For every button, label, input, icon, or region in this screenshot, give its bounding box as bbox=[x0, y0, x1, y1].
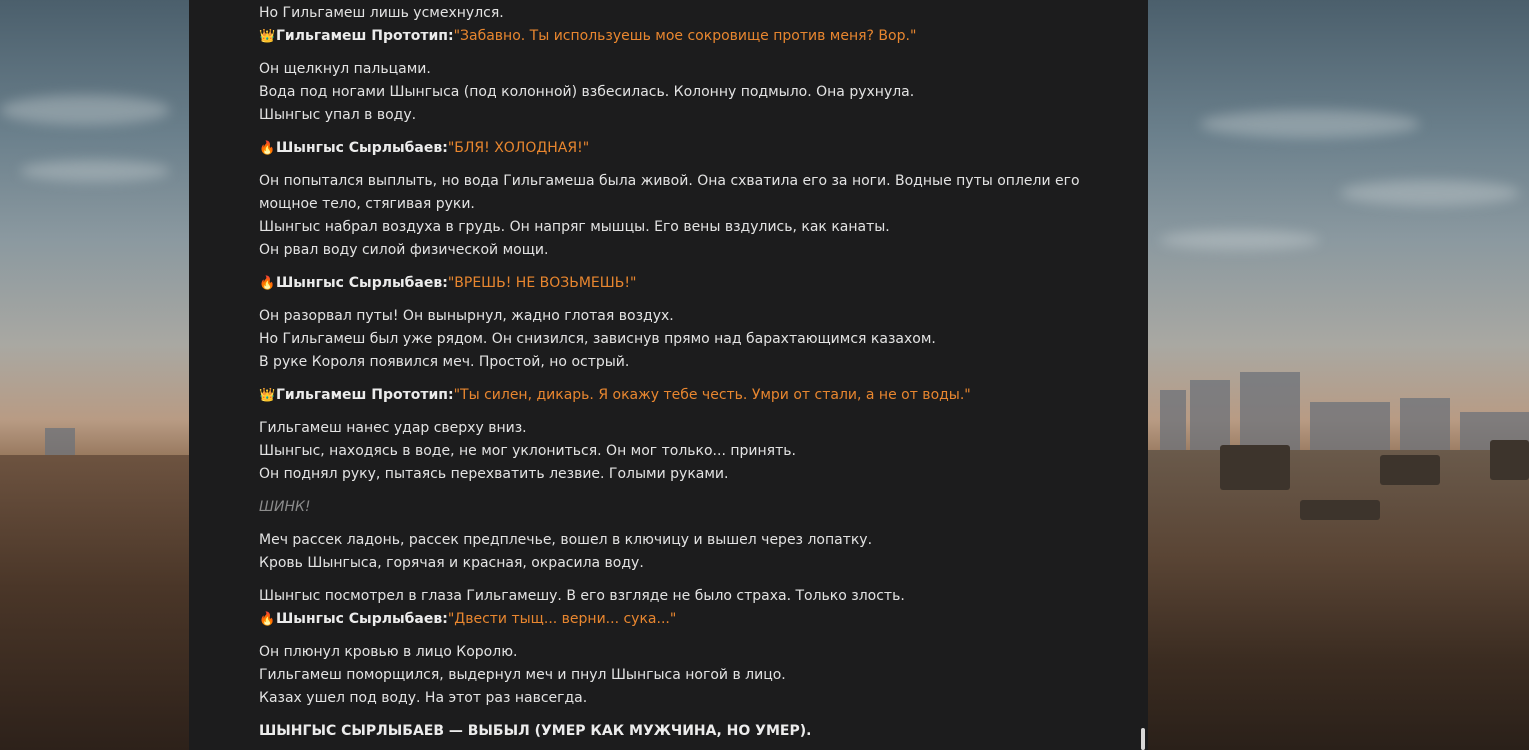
speech-text: "ВРЕШЬ! НЕ ВОЗЬМЕШЬ!" bbox=[447, 275, 637, 291]
narration-paragraph bbox=[259, 170, 1119, 262]
narration-line: Но Гильгамеш лишь усмехнулся. bbox=[259, 5, 504, 21]
narration-line: В руке Короля появился меч. Простой, но острый. bbox=[259, 354, 630, 370]
narration-line: Казах ушел под воду. На этот раз навсегда. bbox=[259, 690, 588, 706]
speech-line bbox=[259, 608, 1119, 631]
rubble bbox=[1490, 440, 1529, 480]
narration-line: Гильгамеш нанес удар сверху вниз. bbox=[259, 420, 527, 436]
cloud bbox=[0, 95, 170, 125]
narration-paragraph bbox=[259, 417, 1119, 486]
narration-line: Он попытался выплыть, но вода Гильгамеша была живой. Она схватила его за ноги. Водные путы оплели его bbox=[259, 173, 1080, 189]
speech-line bbox=[259, 25, 1119, 48]
speaker-name: Шынгыс Сырлыбаев: bbox=[276, 140, 448, 156]
rubble bbox=[1380, 455, 1440, 485]
cloud bbox=[1160, 230, 1320, 250]
narration-line: Он рвал воду силой физической мощи. bbox=[259, 242, 549, 258]
speech-line bbox=[259, 384, 1119, 407]
speech-line bbox=[259, 272, 1119, 295]
speech-paragraph bbox=[259, 384, 1119, 407]
speaker-name: Гильгамеш Прототип: bbox=[276, 28, 454, 44]
narration-line: Он поднял руку, пытаясь перехватить лезвие. Голыми руками. bbox=[259, 466, 729, 482]
speech-text: "Забавно. Ты используешь мое сокровище против меня? Вор." bbox=[453, 28, 917, 44]
fire-icon: 🔥 bbox=[259, 141, 276, 156]
speech-text: "БЛЯ! ХОЛОДНАЯ!" bbox=[447, 140, 590, 156]
narration-paragraph bbox=[259, 585, 1119, 631]
narration-line: Гильгамеш поморщился, выдернул меч и пнул Шынгыса ногой в лицо. bbox=[259, 667, 786, 683]
narration-paragraph bbox=[259, 305, 1119, 374]
narration-line: Шынгыс упал в воду. bbox=[259, 107, 417, 123]
ground-left bbox=[0, 455, 190, 750]
speech-paragraph bbox=[259, 272, 1119, 295]
fire-icon: 🔥 bbox=[259, 276, 276, 291]
speech-line bbox=[259, 137, 1119, 160]
narration-line: Но Гильгамеш был уже рядом. Он снизился, зависнув прямо над барахтающимся казахом. bbox=[259, 331, 936, 347]
narration-line: Вода под ногами Шынгыса (под колонной) взбесилась. Колонну подмыло. Она рухнула. bbox=[259, 84, 915, 100]
narration-paragraph bbox=[259, 58, 1119, 127]
narration-line: Он щелкнул пальцами. bbox=[259, 61, 431, 77]
narration-line: мощное тело, стягивая руки. bbox=[259, 196, 475, 212]
narration-line: Он разорвал путы! Он вынырнул, жадно глотая воздух. bbox=[259, 308, 674, 324]
narration-line: Кровь Шынгыса, горячая и красная, окрасила воду. bbox=[259, 555, 644, 571]
cloud bbox=[1200, 110, 1420, 138]
narration-paragraph bbox=[259, 529, 1119, 575]
narration-paragraph bbox=[259, 2, 1119, 48]
rubble bbox=[1300, 500, 1380, 520]
narration-paragraph bbox=[259, 641, 1119, 710]
narration-line: Шынгыс набрал воздуха в грудь. Он напряг мышцы. Его вены вздулись, как канаты. bbox=[259, 219, 890, 235]
distant-ruin bbox=[45, 428, 75, 458]
narration-line: Меч рассек ладонь, рассек предплечье, вошел в ключицу и вышел через лопатку. bbox=[259, 532, 873, 548]
crown-icon: 👑 bbox=[259, 29, 276, 44]
fire-icon: 🔥 bbox=[259, 612, 276, 627]
story-panel bbox=[189, 0, 1148, 750]
elimination-notice: ШЫНГЫС СЫРЛЫБАЕВ — ВЫБЫЛ (УМЕР КАК МУЖЧИНА, НО УМЕР). bbox=[259, 723, 812, 739]
speaker-name: Шынгыс Сырлыбаев: bbox=[276, 275, 448, 291]
speaker-name: Шынгыс Сырлыбаев: bbox=[276, 611, 448, 627]
sound-effect: ШИНК! bbox=[259, 499, 311, 515]
rubble bbox=[1220, 445, 1290, 490]
scrollbar[interactable] bbox=[1139, 0, 1148, 750]
speech-text: "Двести тыщ... верни... сука..." bbox=[447, 611, 677, 627]
ground-right bbox=[1148, 450, 1529, 750]
speech-text: "Ты силен, дикарь. Я окажу тебе честь. Умри от стали, а не от воды." bbox=[453, 387, 971, 403]
crown-icon: 👑 bbox=[259, 388, 276, 403]
narration-line: Шынгыс посмотрел в глаза Гильгамешу. В его взгляде не было страха. Только злость. bbox=[259, 588, 905, 604]
speaker-name: Гильгамеш Прототип: bbox=[276, 387, 454, 403]
narration-line: Он плюнул кровью в лицо Королю. bbox=[259, 644, 518, 660]
cloud bbox=[20, 160, 170, 182]
story-content bbox=[259, 2, 1119, 750]
cloud bbox=[1340, 180, 1520, 206]
speech-paragraph bbox=[259, 137, 1119, 160]
narration-line: Шынгыс, находясь в воде, не мог уклониться. Он мог только... принять. bbox=[259, 443, 796, 459]
scrollbar-thumb[interactable] bbox=[1141, 728, 1145, 750]
